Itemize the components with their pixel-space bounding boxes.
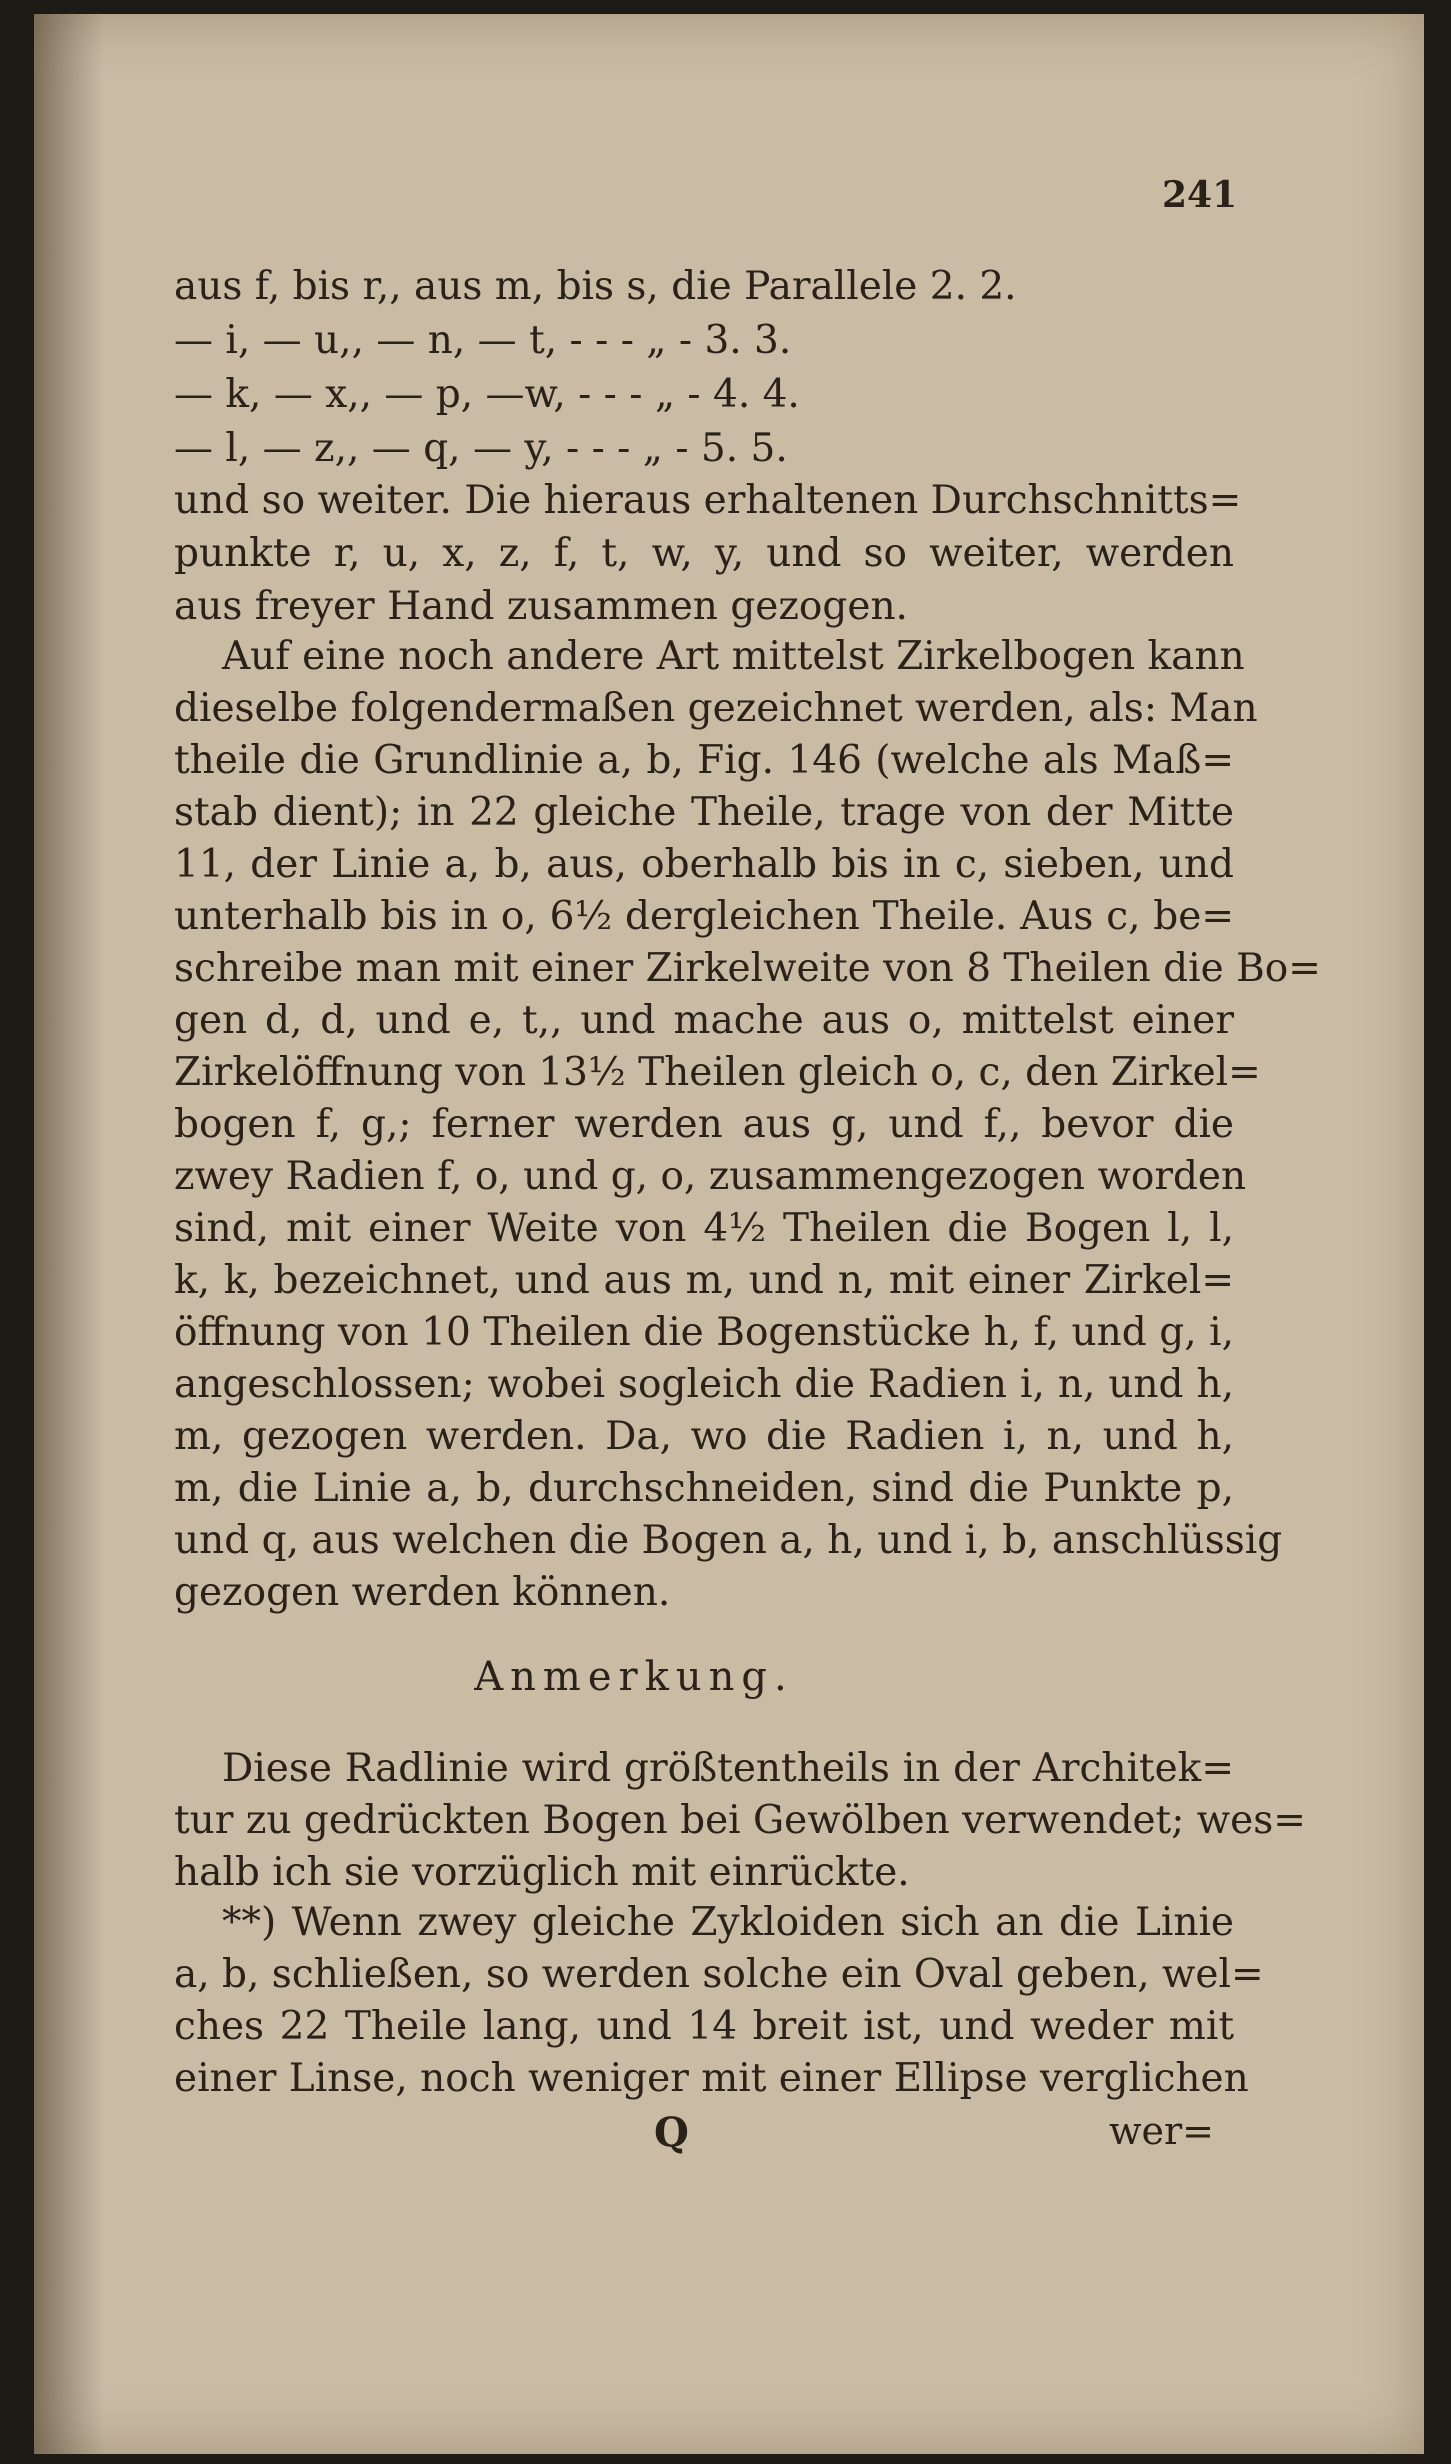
signature-mark: Q: [654, 2109, 689, 2156]
text-line: gen d, d, und e, t,, und mache aus o, mittelst einer: [174, 998, 1234, 1043]
text-line: 11, der Linie a, b, aus, oberhalb bis in c, sieben, und: [174, 842, 1234, 887]
parallel-table-row-4: — l, — z,, — q, — y, - - - „ - 5. 5.: [174, 426, 788, 471]
parallel-table-row-3: — k, — x,, — p, —w, - - - „ - 4. 4.: [174, 372, 800, 417]
text-line: dieselbe folgendermaßen gezeichnet werden, als: Man: [174, 686, 1258, 731]
text-line: a, b, schließen, so werden solche ein Oval geben, wel=: [174, 1952, 1264, 1997]
section-heading: Anmerkung.: [474, 1654, 794, 1700]
text-line: öffnung von 10 Theilen die Bogenstücke h, f, und g, i,: [174, 1310, 1234, 1355]
text-line: einer Linse, noch weniger mit einer Ellipse verglichen: [174, 2056, 1249, 2101]
text-line: halb ich sie vorzüglich mit einrückte.: [174, 1850, 910, 1895]
text-line: Zirkelöffnung von 13½ Theilen gleich o, c, den Zirkel=: [174, 1050, 1261, 1095]
text-line: schreibe man mit einer Zirkelweite von 8 Theilen die Bo=: [174, 946, 1321, 991]
text-line: tur zu gedrückten Bogen bei Gewölben verwendet; wes=: [174, 1798, 1306, 1843]
text-line: und so weiter. Die hieraus erhaltenen Durchschnitts=: [174, 478, 1242, 523]
text-line: theile die Grundlinie a, b, Fig. 146 (welche als Maß=: [174, 738, 1234, 783]
text-line: sind, mit einer Weite von 4½ Theilen die Bogen l, l,: [174, 1206, 1234, 1251]
text-line: ches 22 Theile lang, und 14 breit ist, und weder mit: [174, 2004, 1234, 2049]
text-line: aus freyer Hand zusammen gezogen.: [174, 584, 908, 629]
text-line: k, k, bezeichnet, und aus m, und n, mit einer Zirkel=: [174, 1258, 1234, 1303]
text-line: Auf eine noch andere Art mittelst Zirkelbogen kann: [222, 634, 1245, 679]
page-gutter-shadow: [34, 14, 104, 2454]
page-number: 241: [1162, 174, 1238, 216]
catchword: wer=: [1109, 2109, 1215, 2153]
text-line: punkte r, u, x, z, f, t, w, y, und so weiter, werden: [174, 531, 1234, 576]
parallel-table-row-2: — i, — u,, — n, — t, - - - „ - 3. 3.: [174, 318, 792, 363]
text-line: m, gezogen werden. Da, wo die Radien i, n, und h,: [174, 1414, 1234, 1459]
text-line: gezogen werden können.: [174, 1570, 671, 1615]
text-line: stab dient); in 22 gleiche Theile, trage von der Mitte: [174, 790, 1234, 835]
text-line: Diese Radlinie wird größtentheils in der Architek=: [222, 1746, 1234, 1791]
text-line: bogen f, g,; ferner werden aus g, und f,, bevor die: [174, 1102, 1234, 1147]
text-line: m, die Linie a, b, durchschneiden, sind die Punkte p,: [174, 1466, 1234, 1511]
text-line: zwey Radien f, o, und g, o, zusammengezogen worden: [174, 1154, 1247, 1199]
text-line: **) Wenn zwey gleiche Zykloiden sich an die Linie: [222, 1900, 1234, 1945]
text-line: unterhalb bis in o, 6½ dergleichen Theile. Aus c, be=: [174, 894, 1234, 939]
text-line: angeschlossen; wobei sogleich die Radien i, n, und h,: [174, 1362, 1234, 1407]
book-page: [34, 14, 1424, 2454]
text-line: und q, aus welchen die Bogen a, h, und i, b, anschlüssig: [174, 1518, 1283, 1563]
parallel-table-row-1: aus f, bis r,, aus m, bis s, die Parallele 2. 2.: [174, 264, 1017, 309]
